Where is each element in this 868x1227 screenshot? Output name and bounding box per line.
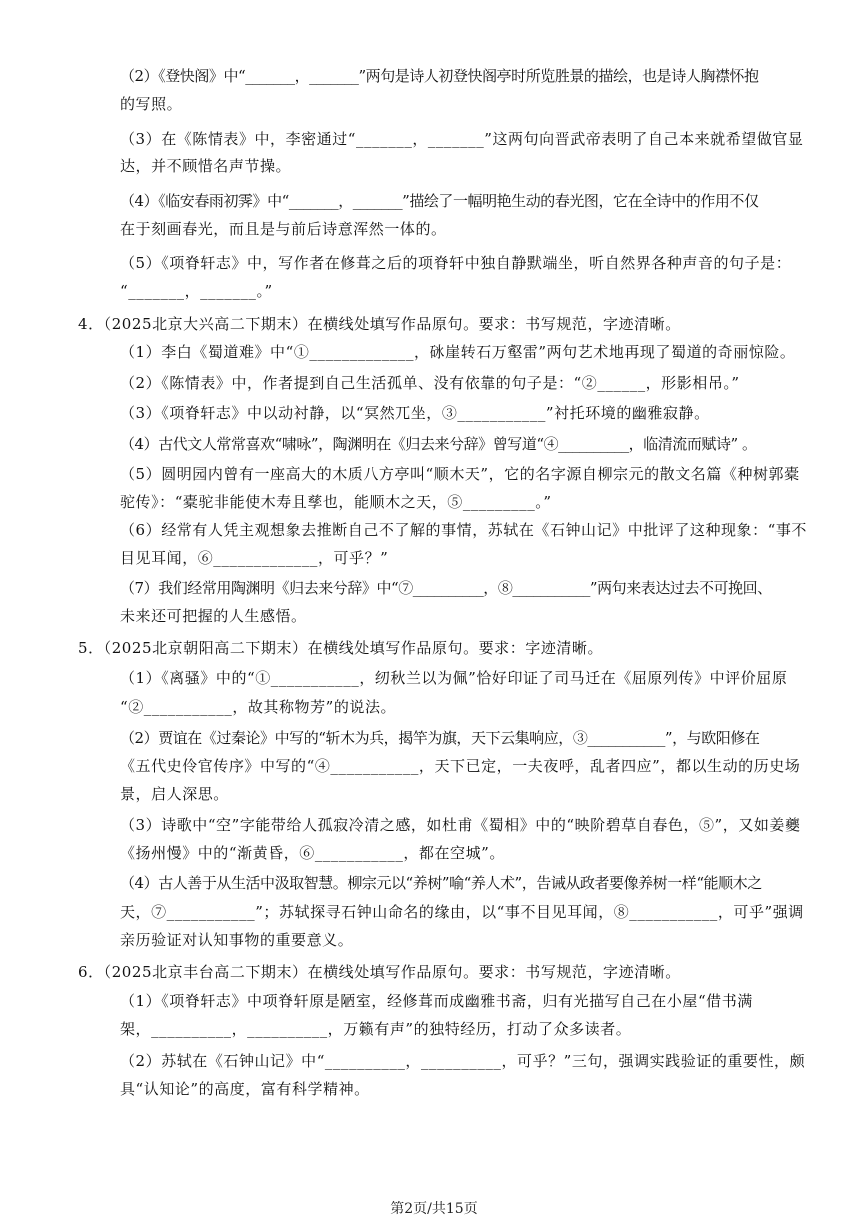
text-line: 目见耳闻，⑥_____________，可乎？” (120, 549, 389, 567)
text-line: 的写照。 (120, 95, 183, 113)
text-line: （3）《项脊轩志》中以动衬静，以“冥然兀坐，③___________”衬托环境的幽雅寂静。 (120, 404, 710, 422)
text-line: （7）我们经常用陶渊明《归去来兮辞》中“⑦__________，⑧___________”两句来表达过去不可挽回、 (120, 579, 772, 597)
text-line: 未来还可把握的人生感悟。 (120, 607, 307, 625)
text-line: （6）经常有人凭主观想象去推断自己不了解的事情，苏轼在《石钟山记》中批评了这种现象：“事不 (120, 521, 807, 539)
text-line: （2）《登快阁》中“_______，_______”两句是诗人初登快阁亭时所览胜景的描绘，也是诗人胸襟怀抱 (120, 67, 759, 85)
text-line: （2）贾谊在《过秦论》中写的“斩木为兵，揭竿为旗，天下云集响应，③___________”，与欧阳修在 (120, 729, 760, 747)
question-heading: 6．（2025北京丰台高二下期末）在横线处填写作品原句。要求：书写规范，字迹清晰。 (78, 963, 681, 981)
text-line: （2）《陈情表》中，作者提到自己生活孤单、没有依靠的句子是：“②______，形影相吊。” (120, 374, 740, 392)
question-heading: 4．（2025北京大兴高二下期末）在横线处填写作品原句。要求：书写规范，字迹清晰。 (78, 315, 681, 333)
text-line: 亲历验证对认知事物的重要意义。 (120, 931, 354, 949)
text-line: “_______，_______。” (120, 282, 273, 300)
text-line: （4）古代文人常常喜欢“啸咏”，陶渊明在《归去来兮辞》曾写道“④__________，临清流而赋诗” 。 (120, 435, 757, 453)
text-line: （3）诗歌中“空”字能带给人孤寂冷清之感，如杜甫《蜀相》中的“映阶碧草自春色，⑤”，又如姜夔 (120, 816, 801, 834)
text-line: （3）在《陈情表》中，李密通过“_______，_______”这两句向晋武帝表明了自己本来就希望做官显 (120, 130, 804, 148)
text-line: 驼传》：“橐驼非能使木寿且孳也，能顺木之天，⑤_________。” (120, 493, 552, 511)
text-line: 《五代史伶官传序》中写的“④___________，天下已定，一夫夜呼，乱者四应”，都以生动的历史场 (120, 757, 801, 775)
text-line: 在于刻画春光，而且是与前后诗意浑然一体的。 (120, 220, 447, 238)
text-line: 具“认知论”的高度，富有科学精神。 (120, 1080, 370, 1098)
text-line: 景，启人深思。 (120, 785, 229, 803)
text-line: （2）苏轼在《石钟山记》中“__________，__________，可乎？”三句，强调实践验证的重要性，颇 (120, 1052, 806, 1070)
text-line: （1）《离骚》中的“①___________，纫秋兰以为佩”恰好印证了司马迁在《屈原列传》中评价屈原 (120, 669, 788, 687)
text-line: （4）古人善于从生活中汲取智慧。柳宗元以“养树”喻“养人术”，告诫从政者要像养树一样“能顺木之 (120, 874, 762, 892)
text-line: 《扬州慢》中的“渐黄昏，⑥___________，都在空城”。 (120, 844, 505, 862)
text-line: （1）李白《蜀道难》中“①_____________，砯崖转石万壑雷”两句艺术地再现了蜀道的奇丽惊险。 (120, 343, 796, 361)
text-line: 天，⑦___________”；苏轼探寻石钟山命名的缘由，以“事不目见耳闻，⑧___________，可乎”强调 (120, 903, 804, 921)
text-line: 达，并不顾惜名声节操。 (120, 157, 292, 175)
question-heading: 5．（2025北京朝阳高二下期末）在横线处填写作品原句。要求：字迹清晰。 (78, 639, 604, 657)
text-line: （1）《项脊轩志》中项脊轩原是陋室，经修葺而成幽雅书斋，归有光描写自己在小屋“借书满 (120, 992, 753, 1010)
text-line: 架，__________，__________，万籁有声”的独特经历，打动了众多读者。 (120, 1020, 632, 1038)
text-line: （5）《项脊轩志》中，写作者在修葺之后的项脊轩中独自静默端坐，听自然界各种声音的句子是： (120, 254, 792, 272)
text-line: （4）《临安春雨初霁》中“_______，_______”描绘了一幅明艳生动的春光图，它在全诗中的作用不仅 (120, 192, 759, 210)
text-line: （5）圆明园内曾有一座高大的木质八方亭叫“顺木天”，它的名字源自柳宗元的散文名篇《种树郭橐 (120, 465, 800, 483)
page-footer: 第2页/共15页 (390, 1201, 478, 1217)
text-line: “②___________，故其称物芳”的说法。 (120, 698, 397, 716)
